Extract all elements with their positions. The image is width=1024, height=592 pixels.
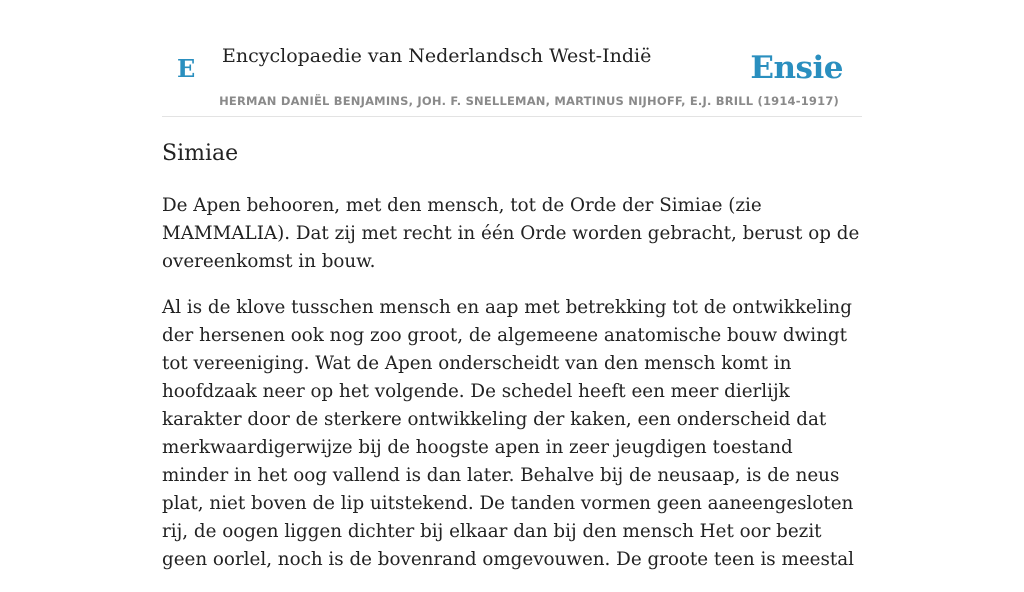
article — [162, 138, 862, 592]
article-paragraph-2: Al is de klove tusschen mensch en aap met betrekking tot de ontwikkeling der hersenen ook nog zoo groot, de algemeene anatomische bouw dwingt tot vereeniging. Wat de Apen onderscheidt van den mensch komt in hoofdzaak neer op het volgende. De schedel heeft een meer dierlijk karakter door de sterkere ontwikkeling der kaken, een onderscheid dat merkwaardigerwijze bij de hoogste apen in zeer jeugdigen toestand minder in het oog vallend is dan later. Behalve bij de neusaap, is de neus plat, niet boven de lip uitstekend. De tanden vormen geen aaneengesloten rij, de oogen liggen dichter bij elkaar dan bij den mensch Het oor bezit geen oorlel, noch is de bovenrand omgevouwen. De groote teen is meestal — [162, 297, 854, 570]
book-logo-link[interactable]: E — [177, 54, 196, 83]
article-paragraph-1: De Apen behooren, met den mensch, tot de Orde der Simiae (zie MAMMALIA). Dat zij met recht in één Orde worden gebracht, berust op de overeenkomst in bouw. — [162, 195, 860, 272]
book-authors: HERMAN DANIËL BENJAMINS, JOH. F. SNELLEMAN, MARTINUS NIJHOFF, E.J. BRILL (1914-1917) — [219, 94, 839, 108]
book-title-link[interactable]: Encyclopaedie van Nederlandsch West-Indië — [222, 45, 652, 67]
article-title: Simiae — [162, 141, 239, 166]
site-header — [162, 0, 862, 117]
ensie-brand-link[interactable]: Ensie — [750, 50, 843, 86]
